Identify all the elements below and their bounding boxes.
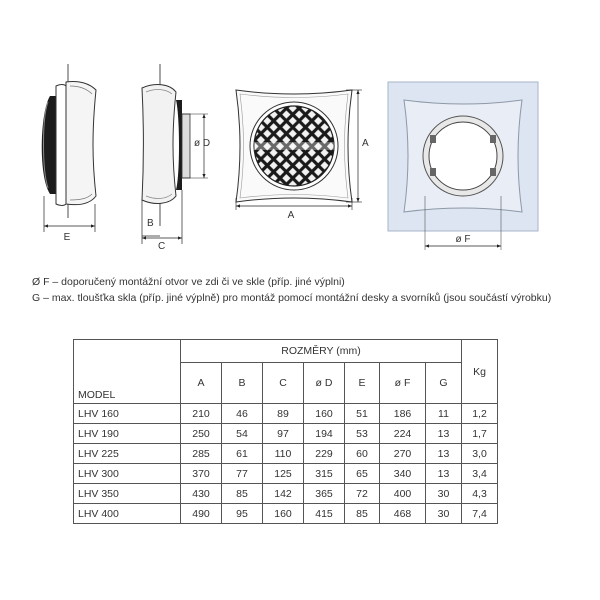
table-row <box>74 424 498 444</box>
table-row <box>74 404 498 424</box>
column-header-f: ø F <box>380 363 426 404</box>
dimension-cell: 1,7 <box>462 424 498 444</box>
dimension-cell: 400 <box>380 484 426 504</box>
dimension-cell: 51 <box>345 404 380 424</box>
dimension-cell: 95 <box>222 504 263 524</box>
column-header-c: C <box>263 363 304 404</box>
dimension-cell: 3,0 <box>462 444 498 464</box>
dimension-cell: 250 <box>181 424 222 444</box>
dimension-cell: 13 <box>426 444 462 464</box>
dimension-cell: 194 <box>304 424 345 444</box>
side-view-e <box>42 64 96 243</box>
dimension-cell: 365 <box>304 484 345 504</box>
dimension-cell: 224 <box>380 424 426 444</box>
dimension-cell: 30 <box>426 484 462 504</box>
dimension-cell: 270 <box>380 444 426 464</box>
dimension-cell: 160 <box>304 404 345 424</box>
table-row <box>74 484 498 504</box>
table-group-header-row <box>74 340 498 363</box>
dimension-cell: 468 <box>380 504 426 524</box>
dimension-cell: 11 <box>426 404 462 424</box>
dim-label-b: B <box>147 218 154 229</box>
column-header-d: ø D <box>304 363 345 404</box>
dimension-cell: 54 <box>222 424 263 444</box>
table-row <box>74 444 498 464</box>
dimension-cell: 1,2 <box>462 404 498 424</box>
dimension-cell: 30 <box>426 504 462 524</box>
dimension-cell: 85 <box>222 484 263 504</box>
table-row <box>74 504 498 524</box>
model-cell: LHV 350 <box>74 484 181 504</box>
dimension-cell: 97 <box>263 424 304 444</box>
side-view-bc <box>142 64 210 252</box>
dim-label-c: C <box>158 241 166 252</box>
column-header-b: B <box>222 363 263 404</box>
dim-label-of: ø F <box>455 234 471 245</box>
dimension-cell: 415 <box>304 504 345 524</box>
mounting-view <box>388 82 538 250</box>
note-g: G – max. tloušťka skla (příp. jiné výplně) pro montáž pomocí montážní desky a svorníků (jsou součástí výrobku) <box>32 292 552 304</box>
model-column-header: MODEL <box>74 340 181 404</box>
dimension-cell: 125 <box>263 464 304 484</box>
table-row <box>74 464 498 484</box>
dimension-cell: 13 <box>426 424 462 444</box>
technical-drawings <box>0 0 600 260</box>
model-cell: LHV 300 <box>74 464 181 484</box>
dimension-cell: 285 <box>181 444 222 464</box>
column-header-g: G <box>426 363 462 404</box>
dimension-cell: 7,4 <box>462 504 498 524</box>
dimension-cell: 160 <box>263 504 304 524</box>
dimension-cell: 13 <box>426 464 462 484</box>
column-header-a: A <box>181 363 222 404</box>
model-cell: LHV 160 <box>74 404 181 424</box>
model-cell: LHV 190 <box>74 424 181 444</box>
dimension-cell: 186 <box>380 404 426 424</box>
front-view <box>236 90 369 221</box>
dim-label-od: ø D <box>194 138 211 149</box>
column-header-kg: Kg <box>462 340 498 404</box>
dimension-cell: 53 <box>345 424 380 444</box>
dimension-cell: 430 <box>181 484 222 504</box>
dimensions-group-header: ROZMĚRY (mm) <box>181 340 462 363</box>
dimension-cell: 46 <box>222 404 263 424</box>
note-f: Ø F – doporučený montážní otvor ve zdi či ve skle (příp. jiné výplni) <box>32 276 345 288</box>
dimension-cell: 65 <box>345 464 380 484</box>
model-cell: LHV 400 <box>74 504 181 524</box>
dim-label-a-height: A <box>362 138 369 149</box>
dimension-cell: 229 <box>304 444 345 464</box>
dim-label-a-width: A <box>287 210 295 221</box>
dimension-cell: 340 <box>380 464 426 484</box>
dimension-cell: 210 <box>181 404 222 424</box>
column-header-e: E <box>345 363 380 404</box>
dimension-cell: 85 <box>345 504 380 524</box>
dimensions-table <box>73 339 498 524</box>
dimension-cell: 72 <box>345 484 380 504</box>
dimension-cell: 490 <box>181 504 222 524</box>
dimension-cell: 110 <box>263 444 304 464</box>
model-cell: LHV 225 <box>74 444 181 464</box>
dim-label-e: E <box>63 232 71 243</box>
dimension-cell: 3,4 <box>462 464 498 484</box>
dimension-cell: 370 <box>181 464 222 484</box>
dimension-cell: 142 <box>263 484 304 504</box>
dimension-cell: 61 <box>222 444 263 464</box>
dimension-cell: 77 <box>222 464 263 484</box>
dimension-cell: 60 <box>345 444 380 464</box>
dimension-cell: 315 <box>304 464 345 484</box>
dimension-cell: 89 <box>263 404 304 424</box>
dimension-cell: 4,3 <box>462 484 498 504</box>
